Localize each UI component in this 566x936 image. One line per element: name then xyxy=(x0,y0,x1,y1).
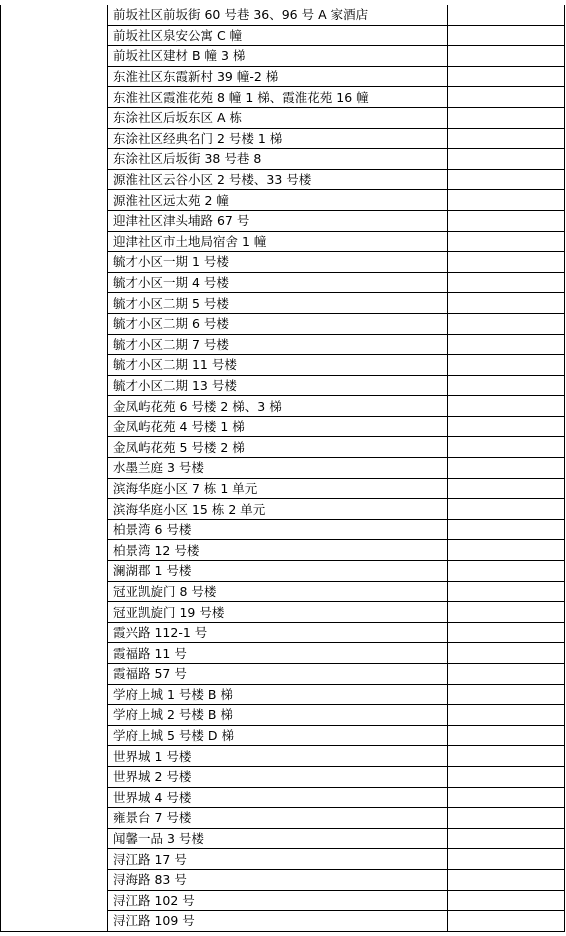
address-cell: 学府上城 5 号楼 D 梯 xyxy=(108,725,448,746)
left-empty-cell xyxy=(1,396,108,417)
right-empty-cell xyxy=(448,581,565,602)
left-empty-cell xyxy=(1,622,108,643)
right-empty-cell xyxy=(448,890,565,911)
address-cell: 毓才小区二期 13 号楼 xyxy=(108,375,448,396)
address-cell: 东涂社区后坂东区 A 栋 xyxy=(108,107,448,128)
left-empty-cell xyxy=(1,5,108,25)
table-row xyxy=(1,787,565,808)
address-cell: 源淮社区远太苑 2 幢 xyxy=(108,190,448,211)
right-empty-cell xyxy=(448,664,565,685)
table-row xyxy=(1,396,565,417)
address-cell: 浔海路 83 号 xyxy=(108,869,448,890)
address-cell: 澜湖郡 1 号楼 xyxy=(108,561,448,582)
address-cell: 冠亚凯旋门 19 号楼 xyxy=(108,602,448,623)
left-empty-cell xyxy=(1,87,108,108)
left-empty-cell xyxy=(1,313,108,334)
address-cell: 前坂社区泉安公寓 C 幢 xyxy=(108,25,448,46)
left-empty-cell xyxy=(1,375,108,396)
table-row xyxy=(1,107,565,128)
address-cell: 东淮社区霞淮花苑 8 幢 1 梯、霞淮花苑 16 幢 xyxy=(108,87,448,108)
right-empty-cell xyxy=(448,416,565,437)
table-row xyxy=(1,437,565,458)
address-cell: 世界城 1 号楼 xyxy=(108,746,448,767)
left-empty-cell xyxy=(1,169,108,190)
address-cell: 世界城 2 号楼 xyxy=(108,766,448,787)
address-cell: 闻馨一品 3 号楼 xyxy=(108,828,448,849)
table-row xyxy=(1,561,565,582)
address-cell: 学府上城 2 号楼 B 梯 xyxy=(108,705,448,726)
left-empty-cell xyxy=(1,210,108,231)
address-cell: 霞福路 57 号 xyxy=(108,664,448,685)
left-empty-cell xyxy=(1,107,108,128)
right-empty-cell xyxy=(448,828,565,849)
table-row xyxy=(1,581,565,602)
address-cell: 冠亚凯旋门 8 号楼 xyxy=(108,581,448,602)
address-cell: 滨海华庭小区 7 栋 1 单元 xyxy=(108,478,448,499)
right-empty-cell xyxy=(448,725,565,746)
address-cell: 迎津社区市土地局宿舍 1 幢 xyxy=(108,231,448,252)
table-row xyxy=(1,252,565,273)
table-row xyxy=(1,849,565,870)
right-empty-cell xyxy=(448,149,565,170)
right-empty-cell xyxy=(448,396,565,417)
left-empty-cell xyxy=(1,787,108,808)
table-row xyxy=(1,190,565,211)
right-empty-cell xyxy=(448,787,565,808)
table-row xyxy=(1,766,565,787)
left-empty-cell xyxy=(1,766,108,787)
right-empty-cell xyxy=(448,458,565,479)
table-row xyxy=(1,869,565,890)
right-empty-cell xyxy=(448,169,565,190)
right-empty-cell xyxy=(448,519,565,540)
address-cell: 霞兴路 112-1 号 xyxy=(108,622,448,643)
right-empty-cell xyxy=(448,766,565,787)
table-row xyxy=(1,149,565,170)
address-cell: 浔江路 102 号 xyxy=(108,890,448,911)
address-table xyxy=(0,5,565,932)
right-empty-cell xyxy=(448,190,565,211)
address-cell: 毓才小区二期 6 号楼 xyxy=(108,313,448,334)
table-row xyxy=(1,87,565,108)
right-empty-cell xyxy=(448,210,565,231)
right-empty-cell xyxy=(448,499,565,520)
table-row xyxy=(1,313,565,334)
left-empty-cell xyxy=(1,478,108,499)
right-empty-cell xyxy=(448,869,565,890)
left-empty-cell xyxy=(1,66,108,87)
right-empty-cell xyxy=(448,231,565,252)
address-cell: 毓才小区二期 7 号楼 xyxy=(108,334,448,355)
table-row xyxy=(1,540,565,561)
table-row xyxy=(1,210,565,231)
right-empty-cell xyxy=(448,540,565,561)
right-empty-cell xyxy=(448,334,565,355)
right-empty-cell xyxy=(448,66,565,87)
address-cell: 水墨兰庭 3 号楼 xyxy=(108,458,448,479)
left-empty-cell xyxy=(1,890,108,911)
right-empty-cell xyxy=(448,478,565,499)
left-empty-cell xyxy=(1,190,108,211)
table-row xyxy=(1,416,565,437)
left-empty-cell xyxy=(1,643,108,664)
right-empty-cell xyxy=(448,46,565,67)
right-empty-cell xyxy=(448,705,565,726)
address-cell: 毓才小区二期 11 号楼 xyxy=(108,355,448,376)
address-cell: 滨海华庭小区 15 栋 2 单元 xyxy=(108,499,448,520)
right-empty-cell xyxy=(448,602,565,623)
address-cell: 前坂社区前坂街 60 号巷 36、96 号 A 家酒店 xyxy=(108,5,448,25)
left-empty-cell xyxy=(1,149,108,170)
right-empty-cell xyxy=(448,561,565,582)
left-empty-cell xyxy=(1,499,108,520)
address-cell: 前坂社区建材 B 幢 3 梯 xyxy=(108,46,448,67)
table-row xyxy=(1,128,565,149)
left-empty-cell xyxy=(1,705,108,726)
left-empty-cell xyxy=(1,869,108,890)
left-empty-cell xyxy=(1,355,108,376)
right-empty-cell xyxy=(448,5,565,25)
table-row xyxy=(1,602,565,623)
left-empty-cell xyxy=(1,252,108,273)
right-empty-cell xyxy=(448,684,565,705)
table-row xyxy=(1,705,565,726)
left-empty-cell xyxy=(1,272,108,293)
left-empty-cell xyxy=(1,581,108,602)
table-row xyxy=(1,334,565,355)
right-empty-cell xyxy=(448,911,565,932)
table-row xyxy=(1,478,565,499)
address-cell: 世界城 4 号楼 xyxy=(108,787,448,808)
table-row xyxy=(1,458,565,479)
left-empty-cell xyxy=(1,416,108,437)
right-empty-cell xyxy=(448,313,565,334)
right-empty-cell xyxy=(448,87,565,108)
address-cell: 金凤屿花苑 4 号楼 1 梯 xyxy=(108,416,448,437)
table-row xyxy=(1,622,565,643)
table-row xyxy=(1,355,565,376)
address-cell: 源淮社区云谷小区 2 号楼、33 号楼 xyxy=(108,169,448,190)
right-empty-cell xyxy=(448,808,565,829)
table-row xyxy=(1,725,565,746)
address-cell: 雍景台 7 号楼 xyxy=(108,808,448,829)
right-empty-cell xyxy=(448,25,565,46)
left-empty-cell xyxy=(1,334,108,355)
address-cell: 迎津社区津头埔路 67 号 xyxy=(108,210,448,231)
address-cell: 浔江路 109 号 xyxy=(108,911,448,932)
table-row xyxy=(1,231,565,252)
left-empty-cell xyxy=(1,849,108,870)
left-empty-cell xyxy=(1,725,108,746)
table-row xyxy=(1,828,565,849)
address-cell: 毓才小区一期 4 号楼 xyxy=(108,272,448,293)
left-empty-cell xyxy=(1,293,108,314)
table-row xyxy=(1,293,565,314)
right-empty-cell xyxy=(448,375,565,396)
right-empty-cell xyxy=(448,746,565,767)
left-empty-cell xyxy=(1,746,108,767)
right-empty-cell xyxy=(448,355,565,376)
table-row xyxy=(1,169,565,190)
left-empty-cell xyxy=(1,828,108,849)
table-row xyxy=(1,643,565,664)
address-cell: 东涂社区后坂街 38 号巷 8 xyxy=(108,149,448,170)
right-empty-cell xyxy=(448,849,565,870)
address-cell: 柏景湾 6 号楼 xyxy=(108,519,448,540)
right-empty-cell xyxy=(448,272,565,293)
left-empty-cell xyxy=(1,25,108,46)
table-row xyxy=(1,375,565,396)
address-cell: 东淮社区东霞新村 39 幢-2 梯 xyxy=(108,66,448,87)
address-cell: 东涂社区经典名门 2 号楼 1 梯 xyxy=(108,128,448,149)
address-cell: 毓才小区二期 5 号楼 xyxy=(108,293,448,314)
address-cell: 学府上城 1 号楼 B 梯 xyxy=(108,684,448,705)
table-row xyxy=(1,684,565,705)
address-cell: 柏景湾 12 号楼 xyxy=(108,540,448,561)
table-row xyxy=(1,5,565,25)
table-row xyxy=(1,25,565,46)
left-empty-cell xyxy=(1,561,108,582)
left-empty-cell xyxy=(1,808,108,829)
left-empty-cell xyxy=(1,540,108,561)
table-row xyxy=(1,66,565,87)
address-cell: 毓才小区一期 1 号楼 xyxy=(108,252,448,273)
left-empty-cell xyxy=(1,684,108,705)
right-empty-cell xyxy=(448,643,565,664)
left-empty-cell xyxy=(1,519,108,540)
table-row xyxy=(1,746,565,767)
left-empty-cell xyxy=(1,602,108,623)
left-empty-cell xyxy=(1,128,108,149)
table-row xyxy=(1,890,565,911)
address-cell: 金凤屿花苑 6 号楼 2 梯、3 梯 xyxy=(108,396,448,417)
table-row xyxy=(1,808,565,829)
address-table-body xyxy=(1,5,565,931)
left-empty-cell xyxy=(1,437,108,458)
table-row xyxy=(1,499,565,520)
table-row xyxy=(1,911,565,932)
right-empty-cell xyxy=(448,622,565,643)
right-empty-cell xyxy=(448,128,565,149)
right-empty-cell xyxy=(448,252,565,273)
table-row xyxy=(1,664,565,685)
table-row xyxy=(1,272,565,293)
table-row xyxy=(1,46,565,67)
address-cell: 霞福路 11 号 xyxy=(108,643,448,664)
table-row xyxy=(1,519,565,540)
left-empty-cell xyxy=(1,458,108,479)
left-empty-cell xyxy=(1,231,108,252)
address-cell: 金凤屿花苑 5 号楼 2 梯 xyxy=(108,437,448,458)
left-empty-cell xyxy=(1,664,108,685)
right-empty-cell xyxy=(448,437,565,458)
right-empty-cell xyxy=(448,293,565,314)
left-empty-cell xyxy=(1,911,108,932)
right-empty-cell xyxy=(448,107,565,128)
left-empty-cell xyxy=(1,46,108,67)
address-cell: 浔江路 17 号 xyxy=(108,849,448,870)
